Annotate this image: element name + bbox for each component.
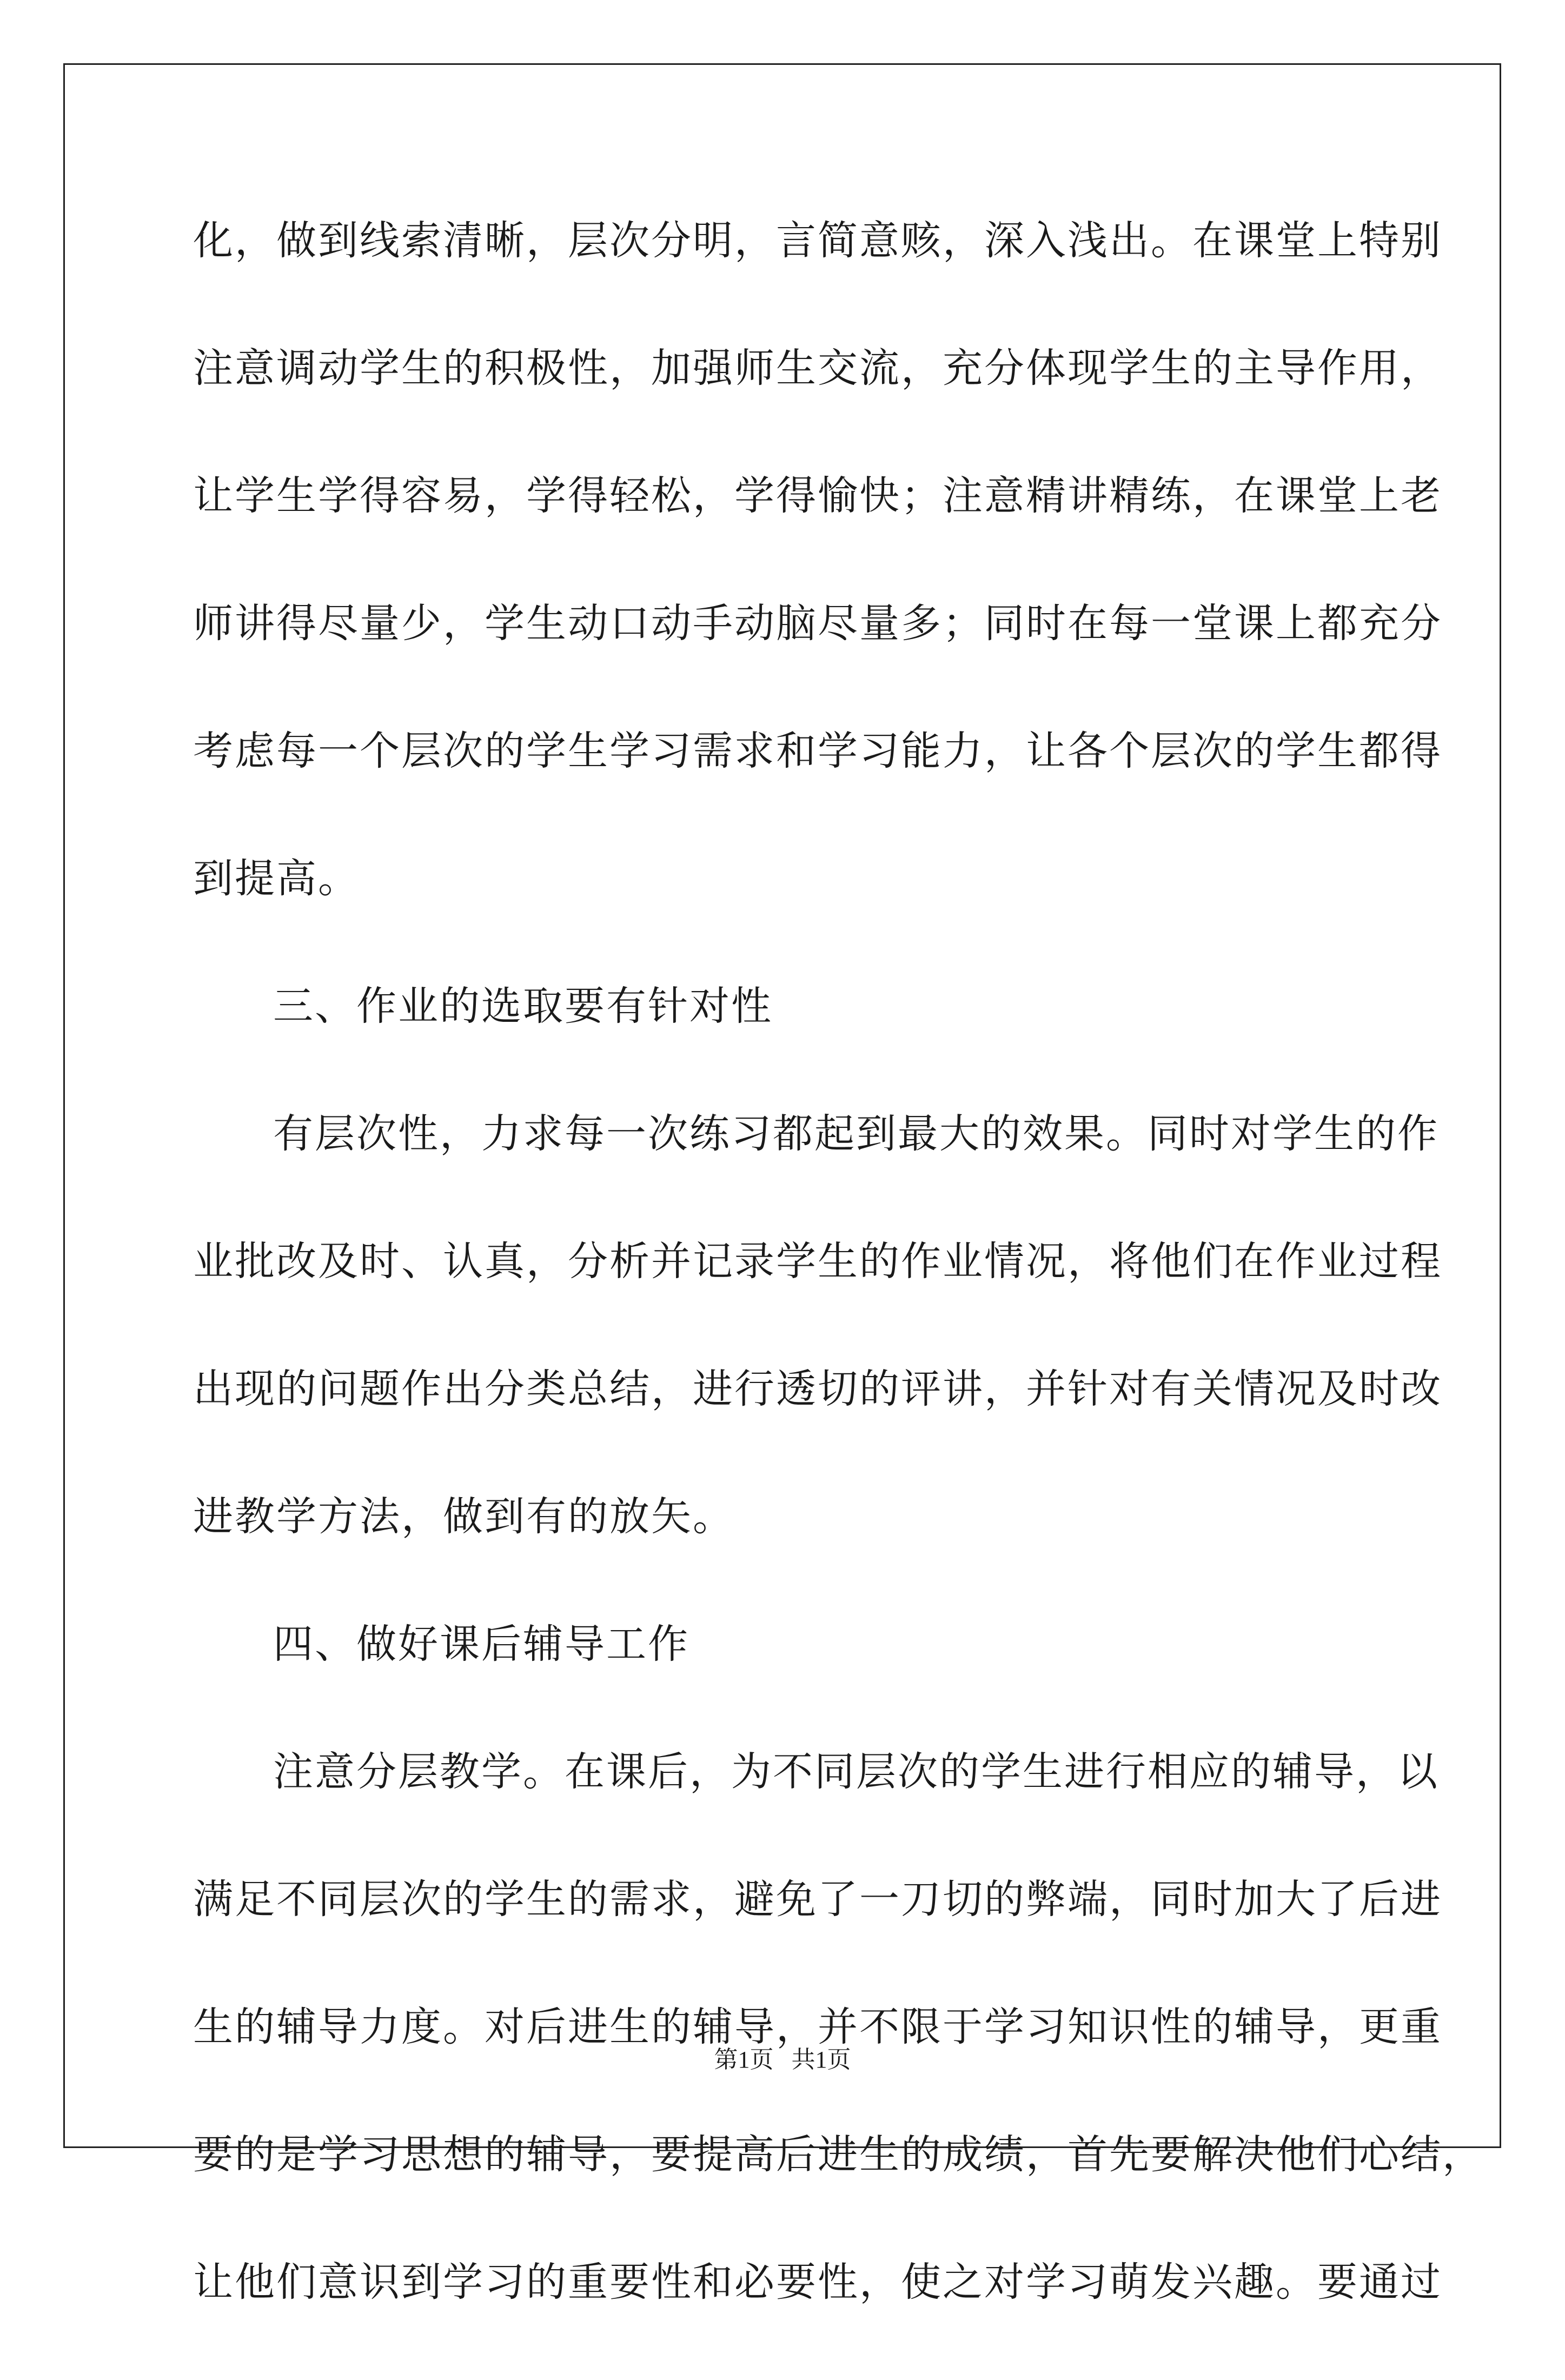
- page-footer: 第1页 共1页: [714, 2046, 851, 2073]
- text-line: 生的辅导力度。对后进生的辅导，并不限于学习知识性的辅导，更重: [193, 2004, 1442, 2050]
- text-line: 师讲得尽量少，学生动口动手动脑尽量多；同时在每一堂课上都充分: [193, 600, 1442, 647]
- text-line: 进教学方法，做到有的放矢。: [193, 1493, 734, 1540]
- text-line: 四、做好课后辅导工作: [273, 1621, 689, 1667]
- text-line: 让学生学得容易，学得轻松，学得愉快；注意精讲精练，在课堂上老: [193, 473, 1442, 519]
- text-line: 业批改及时、认真，分析并记录学生的作业情况，将他们在作业过程: [193, 1238, 1442, 1285]
- text-line: 出现的问题作出分类总结，进行透切的评讲，并针对有关情况及时改: [193, 1366, 1442, 1412]
- text-line: 满足不同层次的学生的需求，避免了一刀切的弊端，同时加大了后进: [193, 1876, 1442, 1923]
- text-line: 到提高。: [193, 855, 360, 902]
- text-line: 有层次性，力求每一次练习都起到最大的效果。同时对学生的作: [273, 1111, 1439, 1157]
- text-line: 让他们意识到学习的重要性和必要性，使之对学习萌发兴趣。要通过: [193, 2259, 1442, 2305]
- text-line: 注意调动学生的积极性，加强师生交流，充分体现学生的主导作用，: [193, 345, 1442, 391]
- text-line: 三、作业的选取要有针对性: [273, 983, 773, 1029]
- text-line: 化，做到线索清晰，层次分明，言简意赅，深入浅出。在课堂上特别: [193, 217, 1442, 264]
- text-line: 要的是学习思想的辅导，要提高后进生的成绩，首先要解决他们心结，: [193, 2131, 1484, 2178]
- text-line: 考虑每一个层次的学生学习需求和学习能力，让各个层次的学生都得: [193, 728, 1442, 774]
- text-line: 注意分层教学。在课后，为不同层次的学生进行相应的辅导，以: [273, 1749, 1439, 1795]
